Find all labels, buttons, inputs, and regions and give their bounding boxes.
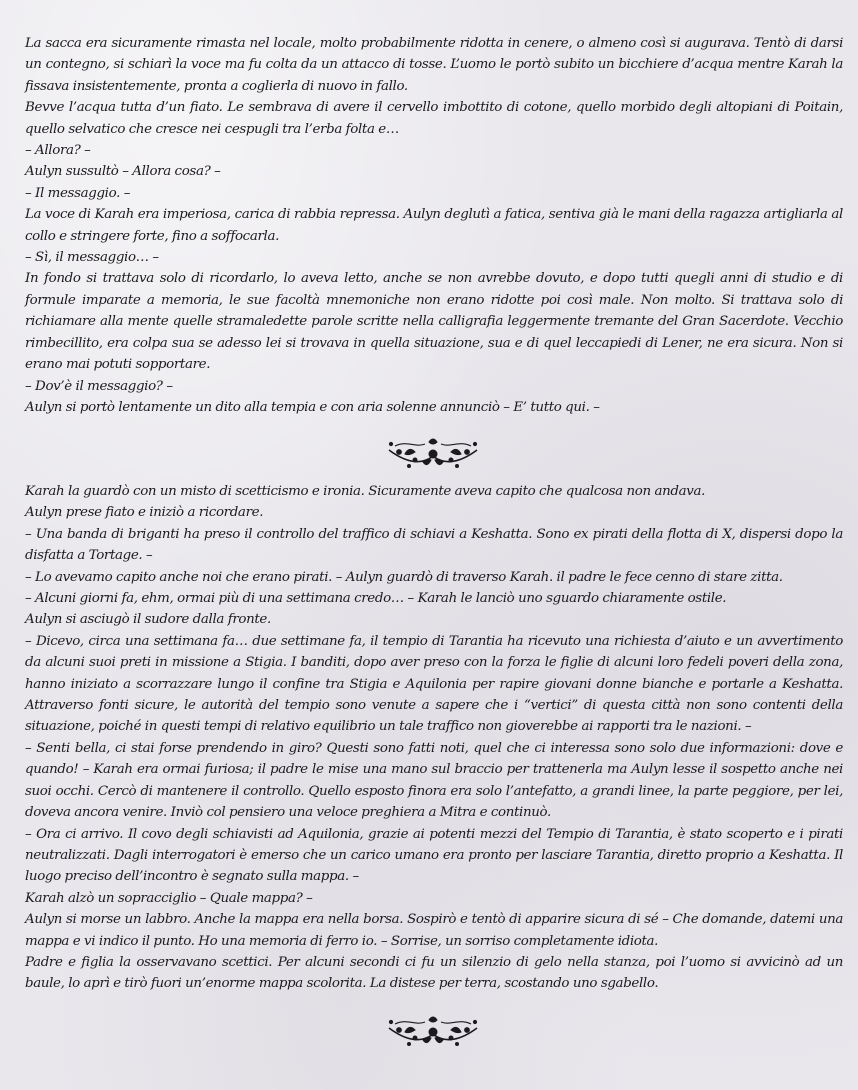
paragraph: – Ora ci arrivo. Il covo degli schiavisti ad Aquilonia, grazie ai potenti mezzi del Tempio di Tarantia, è stato scoperto e i pirati neutralizzati. Dagli interrogatori è emerso che un carico umano era pronto per lasciare Tarantia, diretto proprio a Keshatta. Il luogo preciso dell’incontro è segnato sulla mappa. – [25, 826, 843, 885]
paragraph: – Sì, il messaggio… – [25, 250, 159, 266]
paragraph: – Il messaggio. – [25, 185, 131, 201]
floral-vine-icon [385, 1010, 481, 1050]
paragraph: La sacca era sicuramente rimasta nel locale, molto probabilmente ridotta in cenere, o almeno così si augurava. Tentò di darsi un contegno, si schiarì la voce ma fu colta da un attacco di tosse. L’uomo le portò subito un bicchiere d’acqua mentre Karah la fissava insistentemente, pronta a coglierla di nuovo in fallo. [25, 36, 843, 94]
paragraph: Padre e figlia la osservavano scettici. Per alcuni secondi ci fu un silenzio di gelo nella stanza, poi l’uomo si avvicinò ad un baule, lo aprì e tirò fuori un’enorme mappa scolorita. La distese per terra, scostando uno sgabello. [25, 954, 843, 992]
paragraph: – Una banda di briganti ha preso il controllo del traffico di schiavi a Keshatta. Sono ex pirati della flotta di X, dispersi dopo la disfatta a Tortage. – [25, 526, 843, 564]
paragraph: Aulyn si asciugò il sudore dalla fronte. [25, 612, 271, 628]
floral-vine-icon [385, 432, 481, 472]
paragraph: – Senti bella, ci stai forse prendendo in giro? Questi sono fatti noti, quel che ci interessa sono solo due informazioni: dove e quando! – Karah era ormai furiosa; il padre le mise una mano sul braccio per trattenerla ma Aulyn lesse il sospetto anche nei suoi occhi. Cercò di mantenere il controllo. Quello esposto finora era solo l’antefatto, a grandi linee, la parte peggiore, per lei, doveva ancora venire. Inviò col pensiero una veloce preghiera a Mitra e continuò. [25, 740, 843, 821]
paragraph: – Alcuni giorni fa, ehm, ormai più di una settimana credo… – Karah le lanciò uno sguardo chiaramente ostile. [25, 591, 727, 607]
paragraph: La voce di Karah era imperiosa, carica di rabbia repressa. Aulyn deglutì a fatica, sentiva già le mani della ragazza artigliarla al collo e stringere forte, fino a soffocarla. [25, 207, 843, 244]
paragraph: Karah alzò un sopracciglio – Quale mappa? – [25, 890, 313, 906]
paragraph: Aulyn sussultò – Allora cosa? – [25, 164, 221, 180]
paragraph: Aulyn prese fiato e iniziò a ricordare. [25, 505, 264, 521]
paragraph: In fondo si trattava solo di ricordarlo, lo aveva letto, anche se non avrebbe dovuto, e dopo tutti quegli anni di studio e di formule imparate a memoria, le sue facoltà mnemoniche non erano ridotte poi così male. Non molto. Si trattava solo di richiamare alla mente quelle stramaledette parole scritte nella calligrafia leggermente tremante del Gran Sacerdote. Vecchio rimbecillito, era colpa sua se adesso lei si trovava in quella situazione, sua e di quel leccapiedi di Lener, ne era sicura. Non si erano mai potuti sopportare. [25, 271, 843, 373]
text-section-1 [25, 33, 843, 418]
paragraph: Aulyn si morse un labbro. Anche la mappa era nella borsa. Sospirò e tentò di apparire sicura di sé – Che domande, datemi una mappa e vi indico il punto. Ho una memoria di ferro io. – Sorrise, un sorriso completamente idiota. [25, 912, 843, 949]
text-section-2 [25, 481, 843, 995]
paragraph: Bevve l’acqua tutta d’un fiato. Le sembrava di avere il cervello imbottito di cotone, quello morbido degli altopiani di Poitain, quello selvatico che cresce nei cespugli tra l’erba folta e… [25, 100, 843, 137]
paragraph: Aulyn si portò lentamente un dito alla tempia e con aria solenne annunciò – E’ tutto qui. – [25, 399, 600, 415]
paragraph: – Dov’è il messaggio? – [25, 378, 173, 394]
paragraph: – Dicevo, circa una settimana fa… due settimane fa, il tempio di Tarantia ha ricevuto una richiesta d’aiuto e un avvertimento da alcuni suoi preti in missione a Stigia. I banditi, dopo aver preso con la forza le figlie di alcuni loro fedeli poveri della zona, hanno iniziato a scorrazzare lungo il confine tra Stigia e Aquilonia per rapire giovani donne bianche e portarle a Keshatta. Attraverso fonti sicure, le autorità del tempio sono venute a sapere che i “vertici” di questa città non sono contenti della situazione, poiché in questi tempi di relativo equilibrio un tale traffico non gioverebbe ai rapporti tra le nazioni. – [25, 633, 843, 735]
paragraph: – Allora? – [25, 143, 91, 159]
paragraph: – Lo avevamo capito anche noi che erano pirati. – Aulyn guardò di traverso Karah. il padre le fece cenno di stare zitta. [25, 569, 783, 585]
paragraph: Karah la guardò con un misto di scetticismo e ironia. Sicuramente aveva capito che qualcosa non andava. [25, 484, 706, 499]
